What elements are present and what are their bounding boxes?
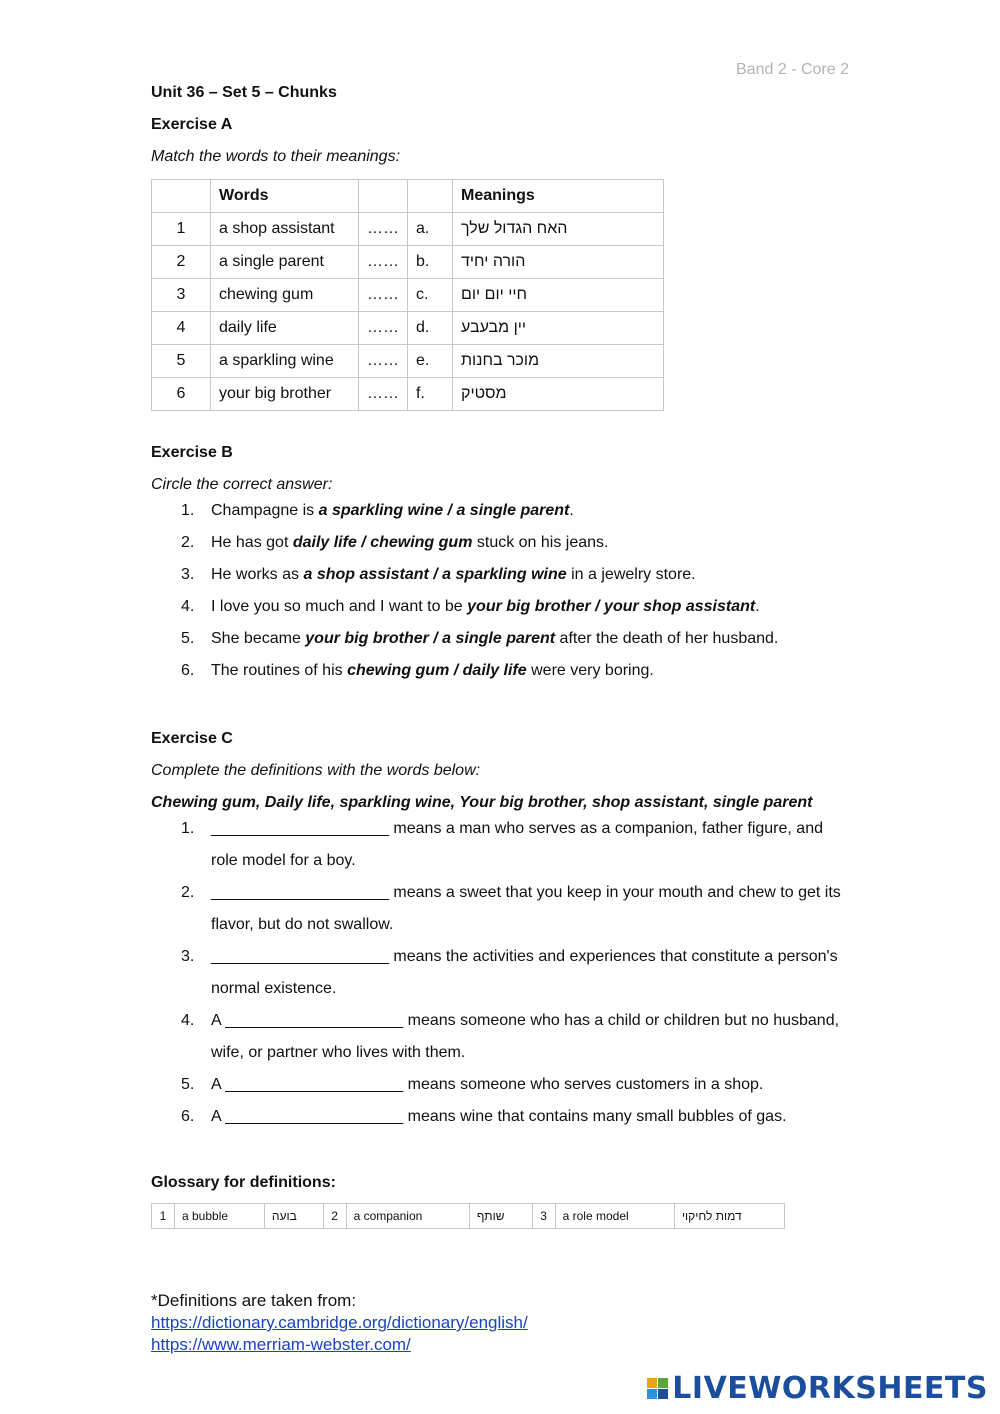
answer-choice[interactable]: daily life / chewing gum bbox=[292, 534, 473, 551]
answer-choice[interactable]: a sparkling wine / a single parent bbox=[318, 502, 570, 519]
glossary-number: 3 bbox=[532, 1204, 555, 1229]
list-item[interactable] bbox=[151, 1069, 851, 1101]
row-word: chewing gum bbox=[211, 279, 359, 312]
item-text: ____________________ means a man who serves as a companion, father figure, and role model for a boy. bbox=[211, 820, 823, 869]
table-header-row bbox=[152, 180, 664, 213]
item-text: A ____________________ means someone who serves customers in a shop. bbox=[211, 1076, 764, 1093]
row-letter: d. bbox=[408, 312, 453, 345]
col-words-header: Words bbox=[211, 180, 359, 213]
item-number: 3. bbox=[181, 566, 195, 583]
glossary-meaning: שותף bbox=[469, 1204, 532, 1229]
item-text: . bbox=[755, 598, 760, 615]
item-number: 1. bbox=[181, 502, 195, 519]
answer-choice[interactable]: your big brother / your shop assistant bbox=[467, 598, 756, 615]
answer-choice[interactable]: your big brother / a single parent bbox=[305, 630, 556, 647]
answer-choice[interactable]: chewing gum / daily life bbox=[347, 662, 527, 679]
row-number: 6 bbox=[152, 378, 211, 411]
row-letter: a. bbox=[408, 213, 453, 246]
row-word: a sparkling wine bbox=[211, 345, 359, 378]
glossary-word: a bubble bbox=[175, 1204, 265, 1229]
glossary-word: a role model bbox=[555, 1204, 674, 1229]
item-number: 2. bbox=[181, 534, 195, 551]
liveworksheets-logo[interactable] bbox=[647, 1371, 988, 1406]
list-item[interactable] bbox=[151, 1101, 851, 1133]
exercise-b-heading: Exercise B bbox=[151, 444, 233, 461]
row-letter: f. bbox=[408, 378, 453, 411]
exercise-a-instruction: Match the words to their meanings: bbox=[151, 148, 401, 165]
row-word: a shop assistant bbox=[211, 213, 359, 246]
item-text: were very boring. bbox=[526, 662, 654, 679]
answer-blank[interactable]: …… bbox=[359, 279, 408, 312]
item-text: ____________________ means the activities and experiences that constitute a person's normal existence. bbox=[211, 948, 838, 997]
item-number: 5. bbox=[181, 630, 195, 647]
item-text: stuck on his jeans. bbox=[472, 534, 609, 551]
row-meaning: חיי יום יום bbox=[461, 286, 528, 303]
exercise-c-heading: Exercise C bbox=[151, 730, 233, 747]
item-number: 6. bbox=[181, 662, 195, 679]
item-number: 1. bbox=[181, 820, 195, 837]
table-row bbox=[152, 1204, 785, 1229]
item-text: He works as bbox=[211, 566, 304, 583]
row-meaning: יין מבעבע bbox=[461, 319, 527, 336]
exercise-c-list bbox=[151, 813, 851, 1133]
list-item[interactable] bbox=[151, 813, 851, 877]
glossary-number: 2 bbox=[323, 1204, 346, 1229]
list-item bbox=[151, 495, 851, 527]
table-row bbox=[152, 213, 664, 246]
row-letter: b. bbox=[408, 246, 453, 279]
exercise-b-list bbox=[151, 495, 851, 687]
glossary-table bbox=[151, 1203, 785, 1229]
band-label: Band 2 - Core 2 bbox=[736, 61, 849, 78]
item-text: after the death of her husband. bbox=[555, 630, 779, 647]
table-row bbox=[152, 246, 664, 279]
row-meaning: האח הגדול שלך bbox=[461, 220, 568, 237]
col-meanings-header: Meanings bbox=[453, 180, 664, 213]
glossary-word: a companion bbox=[346, 1204, 469, 1229]
table-row bbox=[152, 312, 664, 345]
item-number: 4. bbox=[181, 598, 195, 615]
item-text: A ____________________ means someone who has a child or children but no husband, wife, or partner who lives with them. bbox=[211, 1012, 840, 1061]
item-number: 4. bbox=[181, 1012, 195, 1029]
item-text: . bbox=[569, 502, 574, 519]
item-number: 6. bbox=[181, 1108, 195, 1125]
item-number: 2. bbox=[181, 884, 195, 901]
matching-table bbox=[151, 179, 664, 411]
answer-blank[interactable]: …… bbox=[359, 378, 408, 411]
row-word: your big brother bbox=[211, 378, 359, 411]
table-row bbox=[152, 345, 664, 378]
item-number: 5. bbox=[181, 1076, 195, 1093]
item-number: 3. bbox=[181, 948, 195, 965]
glossary-number: 1 bbox=[152, 1204, 175, 1229]
row-number: 1 bbox=[152, 213, 211, 246]
item-text: He has got bbox=[211, 534, 293, 551]
glossary-heading: Glossary for definitions: bbox=[151, 1174, 336, 1191]
list-item bbox=[151, 559, 851, 591]
list-item bbox=[151, 655, 851, 687]
list-item[interactable] bbox=[151, 941, 851, 1005]
list-item bbox=[151, 527, 851, 559]
row-meaning: הורה יחיד bbox=[461, 253, 526, 270]
list-item bbox=[151, 623, 851, 655]
cambridge-link[interactable]: https://dictionary.cambridge.org/dictionary/english/ bbox=[151, 1313, 528, 1332]
list-item[interactable] bbox=[151, 1005, 851, 1069]
worksheet bbox=[151, 83, 851, 1229]
answer-blank[interactable]: …… bbox=[359, 246, 408, 279]
row-meaning: מוכר בחנות bbox=[461, 352, 540, 369]
answer-blank[interactable]: …… bbox=[359, 213, 408, 246]
sources-label: *Definitions are taken from: bbox=[151, 1291, 357, 1310]
list-item bbox=[151, 591, 851, 623]
row-number: 5 bbox=[152, 345, 211, 378]
exercise-a-heading: Exercise A bbox=[151, 116, 233, 133]
row-word: a single parent bbox=[211, 246, 359, 279]
exercise-c-instruction: Complete the definitions with the words below: bbox=[151, 762, 481, 779]
sources bbox=[151, 1290, 528, 1356]
item-text: I love you so much and I want to be bbox=[211, 598, 468, 615]
item-text: The routines of his bbox=[211, 662, 348, 679]
glossary-meaning: דמות לחיקוי bbox=[674, 1204, 784, 1229]
row-letter: e. bbox=[408, 345, 453, 378]
brand-name: LIVEWORKSHEETS bbox=[672, 1371, 988, 1406]
merriam-webster-link[interactable]: https://www.merriam-webster.com/ bbox=[151, 1335, 411, 1354]
item-text: Champagne is bbox=[211, 502, 319, 519]
row-meaning: מסטיק bbox=[461, 385, 507, 402]
table-row bbox=[152, 279, 664, 312]
item-text: She became bbox=[211, 630, 306, 647]
item-text: ____________________ means a sweet that you keep in your mouth and chew to get its flavor, but do not swallow. bbox=[211, 884, 841, 933]
row-number: 3 bbox=[152, 279, 211, 312]
answer-blank[interactable]: …… bbox=[359, 312, 408, 345]
liveworksheets-icon bbox=[647, 1378, 668, 1399]
item-text: in a jewelry store. bbox=[566, 566, 696, 583]
answer-blank[interactable]: …… bbox=[359, 345, 408, 378]
table-row bbox=[152, 378, 664, 411]
item-text: A ____________________ means wine that contains many small bubbles of gas. bbox=[211, 1108, 787, 1125]
row-letter: c. bbox=[408, 279, 453, 312]
row-number: 4 bbox=[152, 312, 211, 345]
answer-choice[interactable]: a shop assistant / a sparkling wine bbox=[303, 566, 567, 583]
list-item[interactable] bbox=[151, 877, 851, 941]
page-title: Unit 36 – Set 5 – Chunks bbox=[151, 84, 337, 101]
word-bank: Chewing gum, Daily life, sparkling wine, Your big brother, shop assistant, single parent bbox=[151, 794, 813, 811]
row-word: daily life bbox=[211, 312, 359, 345]
exercise-b-instruction: Circle the correct answer: bbox=[151, 476, 333, 493]
glossary-meaning: בועה bbox=[264, 1204, 323, 1229]
row-number: 2 bbox=[152, 246, 211, 279]
